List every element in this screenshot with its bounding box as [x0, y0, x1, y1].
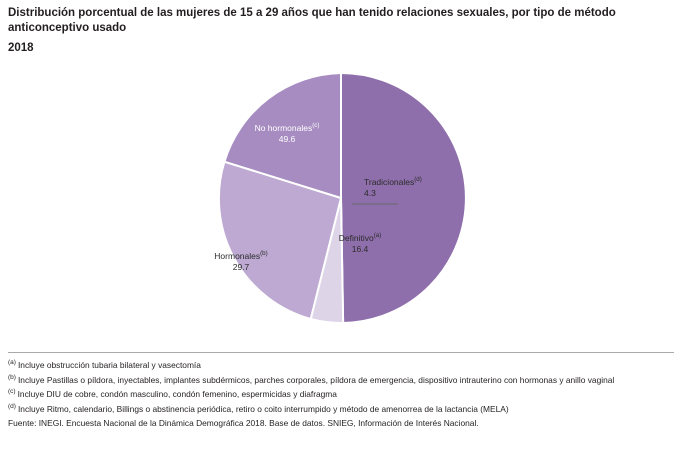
slice-label-hormonales-name: Hormonales	[214, 250, 261, 261]
footnote-a-mark: (a)	[8, 359, 16, 366]
slice-label-definitivo-value: 16.4	[351, 244, 369, 255]
footnote-c-text: Incluye DIU de cobre, condón masculino, condón femenino, espermicidas y diafragma	[17, 389, 337, 400]
slice-label-no-hormonales	[212, 122, 362, 146]
pie-svg	[0, 56, 682, 338]
footnote-d-text: Incluye Ritmo, calendario, Billings o abstinencia periódica, retiro o coito interrumpido y método de amenorrea de la lactancia (MELA)	[17, 403, 509, 414]
slice-label-definitivo-name: Definitivo	[338, 232, 374, 243]
slice-label-hormonales-note: (b)	[260, 250, 268, 257]
footnote-a-text: Incluye obstrucción tubaria bilateral y vasectomía	[17, 359, 201, 370]
footer-divider	[8, 352, 674, 353]
slice-label-no-hormonales-name: No hormonales	[254, 122, 313, 133]
footnote-c	[8, 387, 676, 401]
footnote-b-text: Incluye Pastillas o píldora, inyectables, implantes subdérmicos, parches corporales, píldora de emergencia, dispositivo intrauterino con hormonas y anillo vaginal	[17, 374, 615, 385]
source-note: Fuente: INEGI. Encuesta Nacional de la Dinámica Demográfica 2018. Base de datos. SNIEG, Información de Interés Nacional.	[8, 417, 479, 428]
page-year: 2018	[8, 42, 34, 54]
slice-label-tradicionales-name: Tradicionales	[364, 176, 415, 187]
footnote-a	[8, 358, 676, 372]
slice-label-no-hormonales-note: (c)	[312, 122, 320, 129]
footnote-b	[8, 373, 676, 387]
pie-chart	[0, 56, 682, 338]
slice-label-tradicionales-note: (d)	[414, 176, 422, 183]
footnote-d	[8, 402, 676, 416]
slice-label-definitivo-note: (a)	[373, 232, 382, 239]
slice-label-definitivo	[300, 232, 420, 256]
slice-label-tradicionales	[364, 176, 514, 200]
footnote-b-mark: (b)	[8, 373, 16, 381]
footnote-d-mark: (d)	[8, 403, 16, 411]
footnotes	[8, 358, 676, 438]
slice-label-hormonales	[176, 250, 306, 274]
slice-label-tradicionales-value: 4.3	[364, 188, 376, 199]
page-title: Distribución porcentual de las mujeres de 15 a 29 años que han tenido relaciones sexuales, por tipo de método anticonceptivo usado	[8, 7, 616, 34]
slice-label-hormonales-value: 29.7	[232, 262, 250, 273]
slice-label-no-hormonales-value: 49.6	[278, 134, 296, 145]
footnote-c-mark: (c)	[8, 388, 16, 396]
